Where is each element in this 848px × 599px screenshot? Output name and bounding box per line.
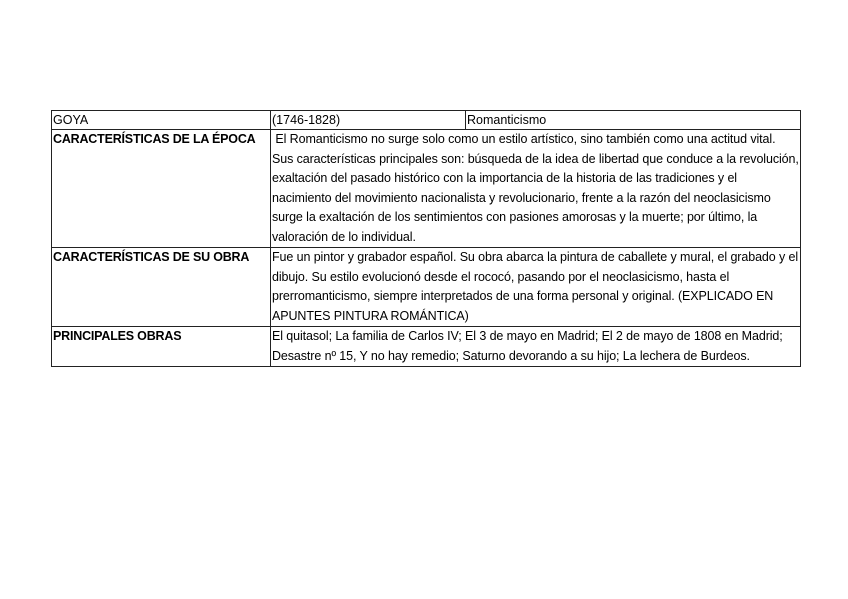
table-row — [52, 248, 801, 327]
row-label-work: CARACTERÍSTICAS DE SU OBRA — [52, 248, 271, 327]
artist-info-table — [51, 110, 801, 367]
artist-name-cell: GOYA — [52, 111, 271, 130]
row-text-main-works: El quitasol; La familia de Carlos IV; El 3 de mayo en Madrid; El 2 de mayo de 1808 en Madrid; Desastre nº 15, Y no hay remedio; Saturno devorando a su hijo; La lechera de Burdeos. — [271, 327, 801, 367]
row-text-work: Fue un pintor y grabador español. Su obra abarca la pintura de caballete y mural, el grabado y el dibujo. Su estilo evolucionó desde el rococó, pasando por el neoclasicismo, hasta el prerromanticismo, siempre interpretados de una forma personal y original. (EXPLICADO EN APUNTES PINTURA ROMÁNTICA) — [271, 248, 801, 327]
header-row — [52, 111, 801, 130]
table-row — [52, 130, 801, 248]
row-label-main-works: PRINCIPALES OBRAS — [52, 327, 271, 367]
artist-dates-cell: (1746-1828) — [271, 111, 466, 130]
row-text-epoch: El Romanticismo no surge solo como un estilo artístico, sino también como una actitud vital. Sus características principales son: búsqueda de la idea de libertad que conduce a la revolución, exaltación del pasado histórico con la importancia de la historia de las tradiciones y el nacimiento del movimiento nacionalista y revolucionario, frente a la razón del neoclasicismo surge la exaltación de los sentimientos con pasiones amorosas y la muerte; por último, la valoración de lo individual. — [271, 130, 801, 248]
table-row — [52, 327, 801, 367]
art-movement-cell: Romanticismo — [466, 111, 801, 130]
row-label-epoch: CARACTERÍSTICAS DE LA ÉPOCA — [52, 130, 271, 248]
